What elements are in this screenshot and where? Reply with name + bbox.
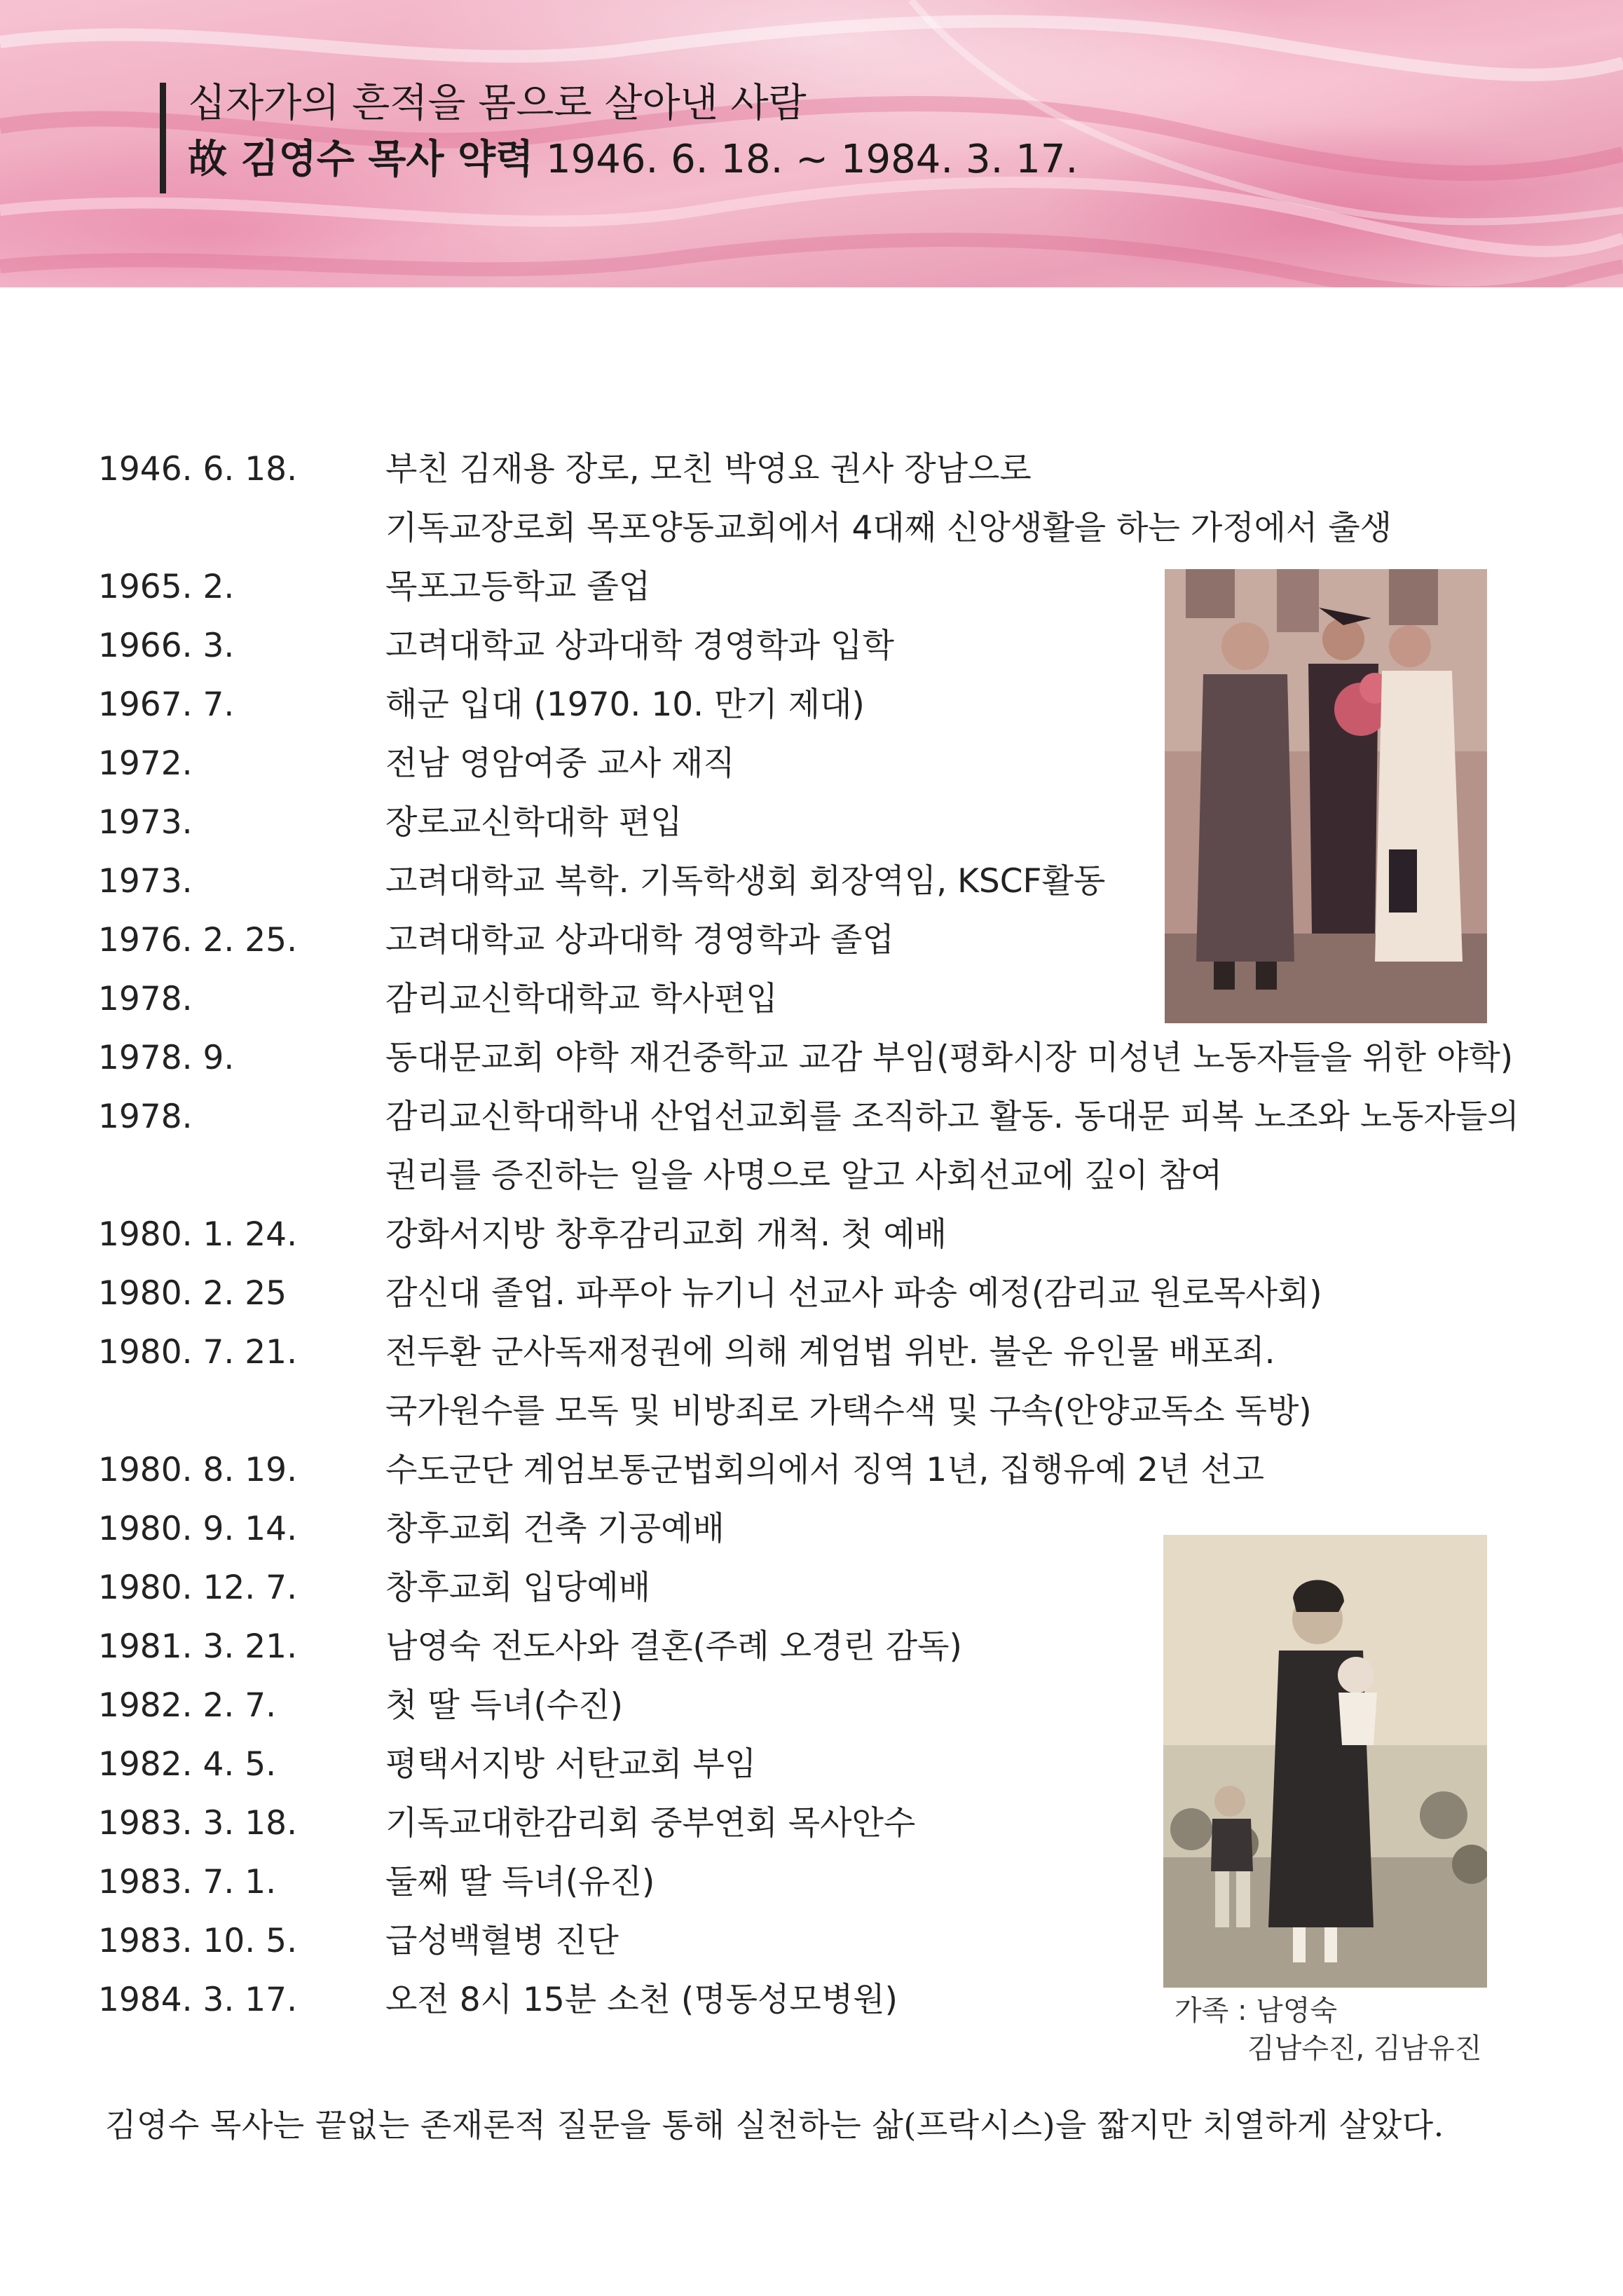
- timeline-date: 1976. 2. 25.: [98, 921, 298, 959]
- timeline-date: 1984. 3. 17.: [98, 1981, 298, 2019]
- timeline-event: 고려대학교 복학. 기독학생회 회장역임, KSCF활동: [385, 862, 1106, 901]
- page-subtitle: 십자가의 흔적을 몸으로 살아낸 사람: [188, 81, 807, 126]
- timeline-date: 1946. 6. 18.: [98, 450, 298, 488]
- timeline-date: 1982. 4. 5.: [98, 1745, 277, 1784]
- timeline-date: 1978. 9.: [98, 1039, 235, 1077]
- timeline-event: 감리교신학대학내 산업선교회를 조직하고 활동. 동대문 피복 노조와 노동자들의: [385, 1098, 1519, 1136]
- timeline-row: [98, 1382, 1542, 1441]
- timeline-row: [98, 1088, 1542, 1147]
- page-title-dates: 1946. 6. 18. ~ 1984. 3. 17.: [533, 137, 1078, 182]
- caption-line-1: 가족 : 남영숙: [1175, 1995, 1338, 2027]
- graduation-photo-illustration: [1165, 569, 1487, 1023]
- timeline-date: 1965. 2.: [98, 568, 235, 606]
- graduation-photo: [1165, 569, 1487, 1023]
- timeline-event: 전남 영암여중 교사 재직: [385, 744, 735, 783]
- timeline-event: 감리교신학대학교 학사편입: [385, 980, 778, 1018]
- timeline-date: 1980. 8. 19.: [98, 1451, 298, 1489]
- timeline-date: 1980. 12. 7.: [98, 1569, 298, 1607]
- timeline-event: 고려대학교 상과대학 경영학과 입학: [385, 627, 894, 665]
- timeline-event: 오전 8시 15분 소천 (명동성모병원): [385, 1981, 898, 2019]
- timeline-event: 고려대학교 상과대학 경영학과 졸업: [385, 921, 894, 959]
- timeline-event: 장로교신학대학 편입: [385, 803, 683, 842]
- timeline-event: 수도군단 계엄보통군법회의에서 징역 1년, 집행유예 2년 선고: [385, 1451, 1265, 1489]
- timeline-event: 전두환 군사독재정권에 의해 계엄법 위반. 불온 유인물 배포죄.: [385, 1333, 1275, 1372]
- timeline-event: 기독교장로회 목포양동교회에서 4대째 신앙생활을 하는 가정에서 출생: [385, 509, 1392, 547]
- timeline-row: [98, 499, 1542, 558]
- timeline-event: 목포고등학교 졸업: [385, 568, 651, 606]
- timeline-date: 1983. 7. 1.: [98, 1863, 277, 1901]
- timeline-row: [98, 1029, 1542, 1088]
- timeline-date: 1982. 2. 7.: [98, 1686, 277, 1725]
- family-photo-illustration: [1163, 1535, 1487, 1988]
- timeline-event: 강화서지방 창후감리교회 개척. 첫 예배: [385, 1215, 947, 1254]
- timeline-row: [98, 1147, 1542, 1205]
- timeline-event: 창후교회 입당예배: [385, 1569, 651, 1607]
- timeline-row: [98, 1323, 1542, 1382]
- timeline-event: 감신대 졸업. 파푸아 뉴기니 선교사 파송 예정(감리교 원로목사회): [385, 1274, 1322, 1313]
- timeline-date: 1983. 3. 18.: [98, 1804, 298, 1843]
- timeline-date: 1973.: [98, 803, 193, 842]
- timeline-date: 1980. 9. 14.: [98, 1510, 298, 1548]
- timeline-row: [98, 1441, 1542, 1500]
- timeline-event: 부친 김재용 장로, 모친 박영요 권사 장남으로: [385, 450, 1032, 488]
- timeline-event: 국가원수를 모독 및 비방죄로 가택수색 및 구속(안양교독소 독방): [385, 1392, 1312, 1430]
- timeline-event: 둘째 딸 득녀(유진): [385, 1863, 655, 1901]
- timeline-date: 1978.: [98, 1098, 193, 1136]
- timeline-date: 1980. 7. 21.: [98, 1333, 298, 1372]
- timeline-date: 1983. 10. 5.: [98, 1922, 298, 1960]
- timeline-event: 해군 입대 (1970. 10. 만기 제대): [385, 685, 865, 724]
- photo-caption: [1175, 1992, 1482, 2068]
- timeline-row: [98, 1205, 1542, 1264]
- footer-summary: 김영수 목사는 끝없는 존재론적 질문을 통해 실천하는 삶(프락시스)을 짧지만 치열하게 살았다.: [105, 2106, 1444, 2144]
- timeline-row: [98, 440, 1542, 499]
- timeline-event: 급성백혈병 진단: [385, 1922, 619, 1960]
- timeline-row: [98, 1264, 1542, 1323]
- timeline-date: 1966. 3.: [98, 627, 235, 665]
- timeline-date: 1981. 3. 21.: [98, 1627, 298, 1666]
- timeline-date: 1978.: [98, 980, 193, 1018]
- page-title: [188, 135, 1078, 185]
- timeline-event: 창후교회 건축 기공예배: [385, 1510, 725, 1548]
- timeline-date: 1973.: [98, 862, 193, 901]
- family-photo: [1163, 1535, 1487, 1988]
- title-accent-bar: [160, 83, 166, 193]
- timeline-event: 권리를 증진하는 일을 사명으로 알고 사회선교에 깊이 참여: [385, 1156, 1223, 1195]
- timeline-event: 동대문교회 야학 재건중학교 교감 부임(평화시장 미성년 노동자들을 위한 야학): [385, 1039, 1514, 1077]
- timeline-event: 평택서지방 서탄교회 부임: [385, 1745, 757, 1784]
- header-banner: [0, 0, 1623, 287]
- caption-line-2: 김남수진, 김남유진: [1247, 2032, 1482, 2065]
- timeline-date: 1967. 7.: [98, 685, 235, 724]
- timeline-event: 기독교대한감리회 중부연회 목사안수: [385, 1804, 916, 1843]
- timeline-event: 남영숙 전도사와 결혼(주례 오경린 감독): [385, 1627, 962, 1666]
- page-title-name: 故 김영수 목사 약력: [188, 137, 534, 182]
- timeline-date: 1972.: [98, 744, 193, 783]
- timeline-date: 1980. 1. 24.: [98, 1215, 298, 1254]
- timeline-date: 1980. 2. 25: [98, 1274, 287, 1313]
- timeline-event: 첫 딸 득녀(수진): [385, 1686, 623, 1725]
